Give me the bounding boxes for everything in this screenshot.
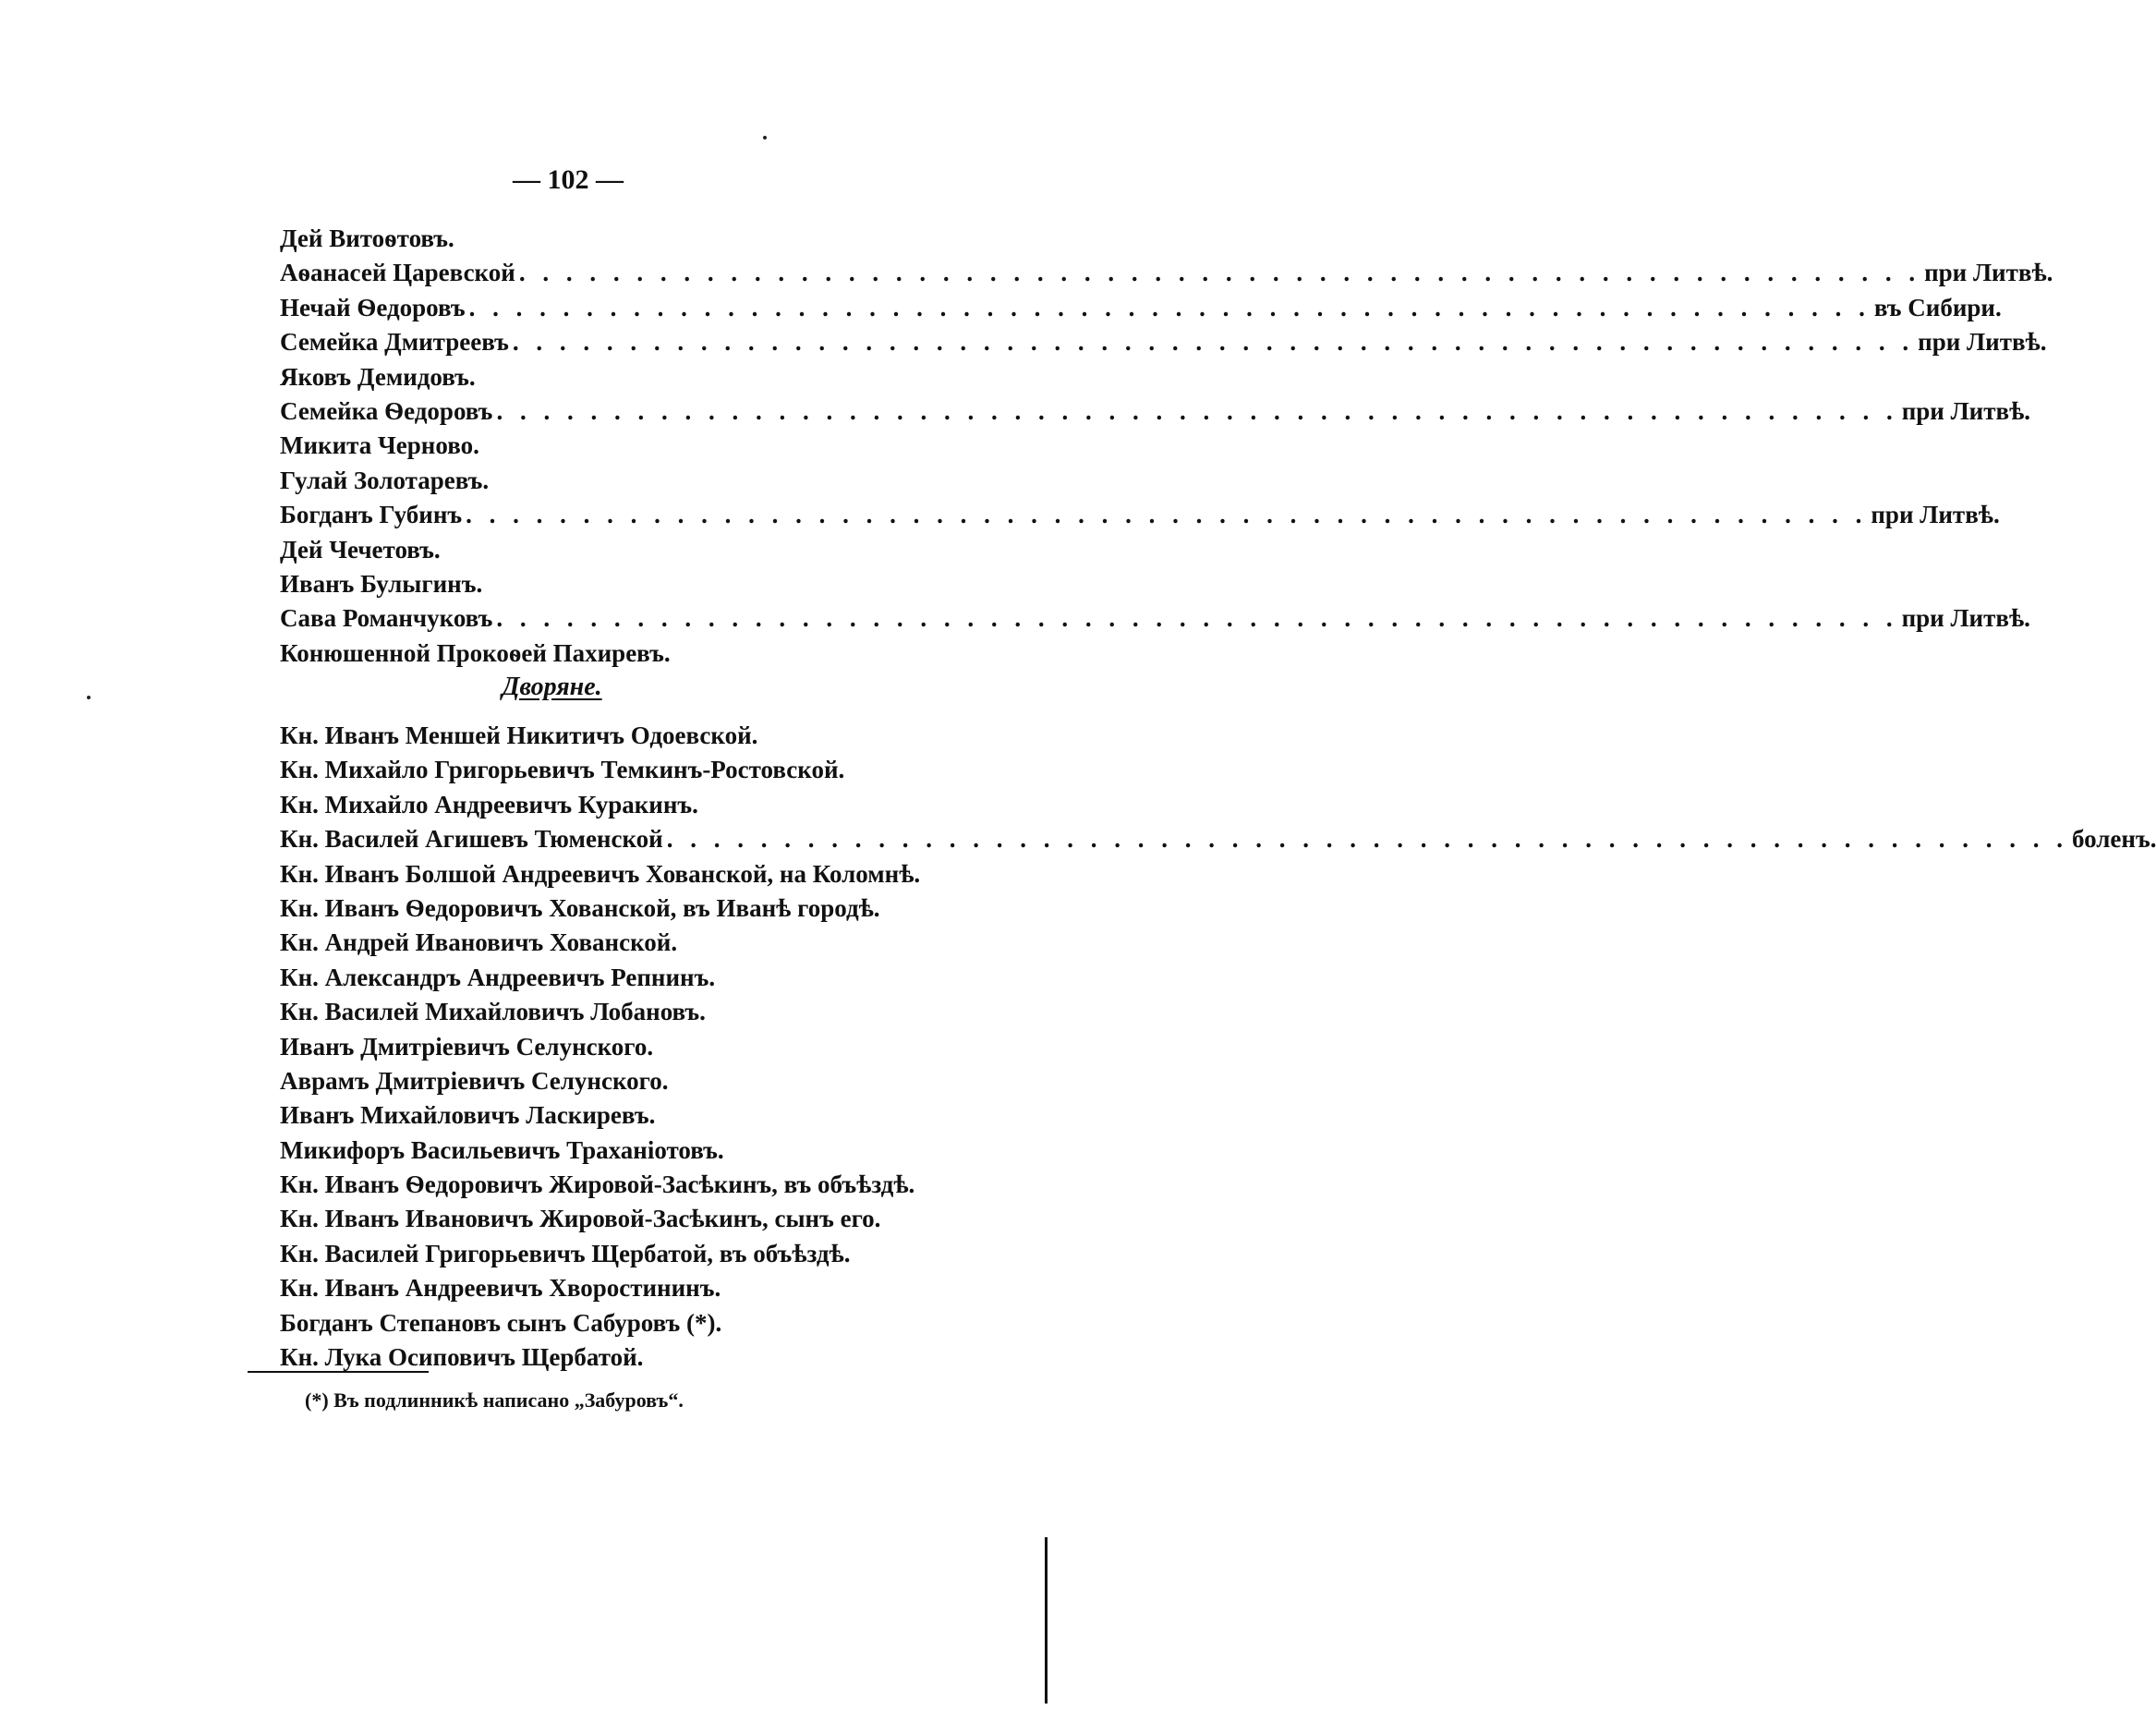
list-item — [280, 1237, 982, 1271]
list-item — [280, 1030, 982, 1064]
list-item — [280, 719, 982, 753]
person-name: Семейка Ѳедоровъ — [280, 396, 493, 425]
person-name: Богданъ Губинъ — [280, 501, 463, 529]
person-name: Нечай Ѳедоровъ — [280, 293, 466, 321]
person-name: Кн. Андрей Ивановичъ Хованской. — [280, 928, 678, 957]
list-item — [280, 891, 982, 926]
person-note: боленъ. — [2071, 825, 2156, 854]
page-number: — 102 — — [513, 164, 624, 195]
list-item — [280, 360, 982, 394]
person-name: Кн. Михайло Григорьевичъ Темкинъ-Ростовской. — [280, 756, 845, 784]
dot-leader: . . . . . . . . . . . . . . . . . . . . . . . . . . . . . . . . . . . . . . . . . . . . . . . . . . . . . . . . . . . . — [496, 396, 1898, 425]
person-note: при Литвѣ. — [1918, 328, 2047, 357]
list-item — [280, 1271, 982, 1305]
person-name: Аѳанасей Царевской — [280, 259, 515, 287]
person-note: при Литвѣ. — [1901, 604, 2030, 633]
person-name: Конюшенной Прокоѳей Пахиревъ. — [280, 638, 671, 667]
person-name: Кн. Василей Григорьевичъ Щербатой, въ объѣздѣ. — [280, 1239, 851, 1267]
person-name: Дей Витоѳтовъ. — [280, 224, 454, 252]
dot-leader: . . . . . . . . . . . . . . . . . . . . . . . . . . . . . . . . . . . . . . . . . . . . . . . . . . . . . . . . . . . . — [468, 293, 1871, 321]
list-item — [280, 857, 982, 891]
person-name: Семейка Дмитреевъ — [280, 328, 509, 357]
person-name: Иванъ Дмитріевичъ Селунского. — [280, 1032, 654, 1061]
list-item — [280, 498, 2000, 532]
person-name: Кн. Иванъ Ѳедоровичъ Жировой-Засѣкинъ, въ объѣздѣ. — [280, 1170, 915, 1199]
list-item — [280, 567, 982, 601]
person-name: Кн. Иванъ Ѳедоровичъ Хованской, въ Иванѣ городѣ. — [280, 893, 880, 922]
list-item — [280, 601, 2030, 636]
section-heading: Дворяне. — [502, 673, 602, 701]
upper-name-list — [280, 222, 2053, 671]
dot-leader: . . . . . . . . . . . . . . . . . . . . . . . . . . . . . . . . . . . . . . . . . . . . . . . . . . . . . . . . . . . . — [466, 501, 1868, 529]
list-item — [280, 637, 982, 671]
nobles-name-list — [280, 719, 2156, 1375]
list-item — [280, 1202, 982, 1236]
list-item — [280, 533, 982, 567]
list-item — [280, 926, 982, 960]
person-name: Кн. Василей Агишевъ Тюменской — [280, 825, 663, 854]
person-name: Богданъ Степановъ сынъ Сабуровъ (*). — [280, 1308, 722, 1337]
person-name: Кн. Лука Осиповичъ Щербатой. — [280, 1343, 644, 1372]
list-item — [280, 291, 2002, 325]
list-item — [280, 1168, 982, 1202]
list-item — [280, 822, 2156, 856]
list-item — [280, 1306, 982, 1340]
person-name: Кн. Иванъ Меншей Никитичъ Одоевской. — [280, 722, 758, 749]
list-item — [280, 788, 982, 822]
scan-edge-mark — [1045, 1537, 1048, 1704]
person-name: Аврамъ Дмитріевичъ Селунского. — [280, 1066, 669, 1095]
list-item — [280, 1064, 982, 1098]
list-item — [280, 1134, 982, 1168]
person-note: въ Сибири. — [1873, 293, 2002, 321]
person-name: Микита Черново. — [280, 431, 479, 460]
person-note: при Литвѣ. — [1924, 259, 2053, 287]
person-name: Яковъ Демидовъ. — [280, 362, 476, 391]
person-name: Кн. Михайло Андреевичъ Куракинъ. — [280, 790, 698, 819]
scan-speck — [763, 136, 767, 139]
person-name: Иванъ Булыгинъ. — [280, 569, 483, 598]
person-name: Кн. Иванъ Андреевичъ Хворостининъ. — [280, 1274, 721, 1303]
scan-speck — [87, 696, 91, 699]
person-note: при Литвѣ. — [1901, 396, 2031, 425]
list-item — [280, 464, 982, 498]
dot-leader: . . . . . . . . . . . . . . . . . . . . . . . . . . . . . . . . . . . . . . . . . . . . . . . . . . . . . . . . . . . . — [512, 328, 1915, 357]
list-item — [280, 961, 982, 995]
person-note: при Литвѣ. — [1871, 501, 2000, 529]
dot-leader: . . . . . . . . . . . . . . . . . . . . . . . . . . . . . . . . . . . . . . . . . . . . . . . . . . . . . . . . . . . . — [496, 604, 1898, 633]
list-item — [280, 995, 982, 1029]
list-item — [280, 1340, 982, 1375]
person-name: Кн. Василей Михайловичъ Лобановъ. — [280, 998, 706, 1026]
person-name: Кн. Александръ Андреевичъ Репнинъ. — [280, 963, 716, 991]
list-item — [280, 429, 982, 463]
dot-leader: . . . . . . . . . . . . . . . . . . . . . . . . . . . . . . . . . . . . . . . . . . . . . . . . . . . . . . . . . . . . — [666, 825, 2068, 854]
list-item — [280, 753, 982, 787]
person-name: Дей Чечетовъ. — [280, 535, 441, 564]
list-item — [280, 1098, 982, 1133]
person-name: Гулай Золотаревъ. — [280, 466, 490, 494]
person-name: Кн. Иванъ Ивановичъ Жировой-Засѣкинъ, сынъ его. — [280, 1205, 881, 1233]
list-item — [280, 394, 2031, 429]
footnote: (*) Въ подлинникѣ написано „Забуровъ“. — [305, 1389, 684, 1412]
person-name: Сава Романчуковъ — [280, 604, 493, 633]
dot-leader: . . . . . . . . . . . . . . . . . . . . . . . . . . . . . . . . . . . . . . . . . . . . . . . . . . . . . . . . . . . . — [518, 259, 1921, 287]
list-item — [280, 256, 2053, 290]
list-item — [280, 222, 982, 256]
list-item — [280, 325, 2047, 359]
person-name: Микифоръ Васильевичъ Траханіотовъ. — [280, 1135, 724, 1164]
footnote-rule — [248, 1371, 429, 1373]
person-name: Иванъ Михайловичъ Ласкиревъ. — [280, 1101, 656, 1130]
person-name: Кн. Иванъ Болшой Андреевичъ Хованской, на Коломнѣ. — [280, 859, 921, 888]
